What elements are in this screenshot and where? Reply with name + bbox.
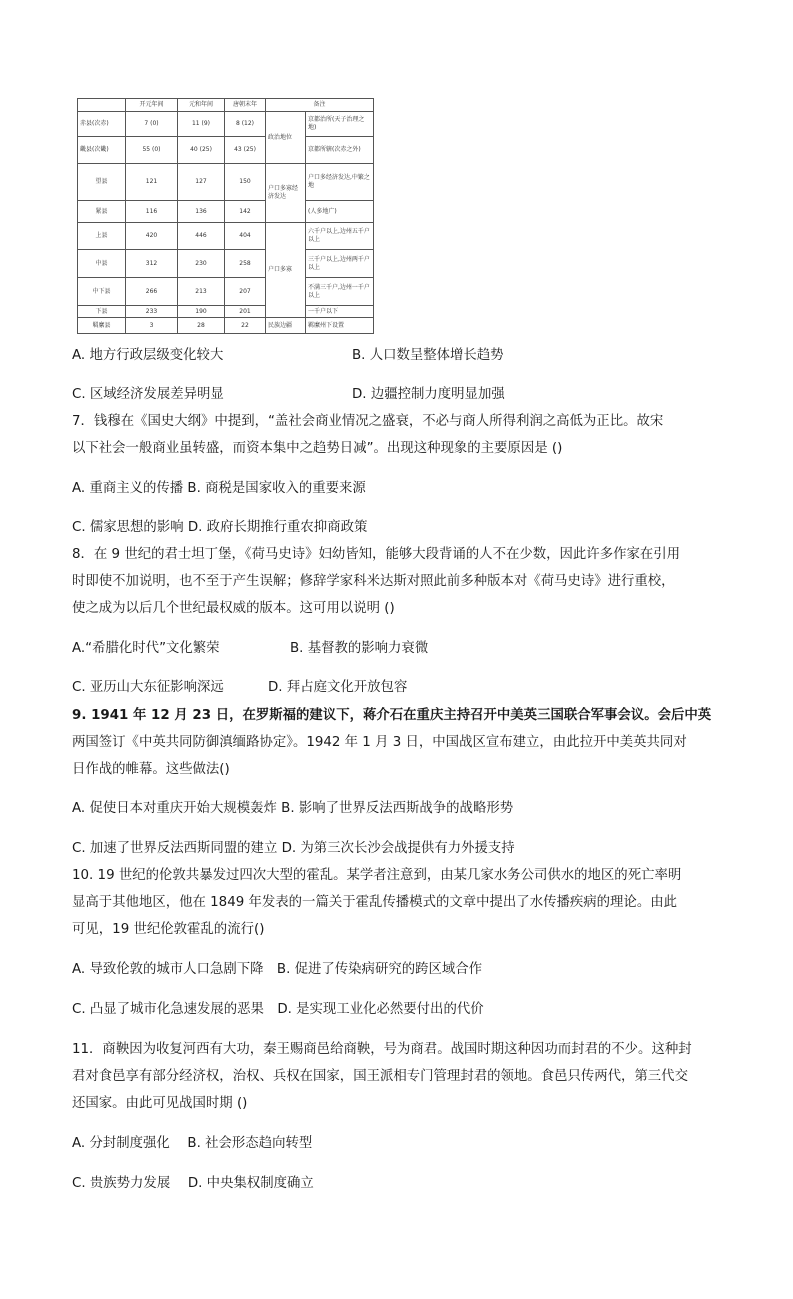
table-cell: 户口多寡经济发达 xyxy=(266,164,306,223)
table-cell: 望县 xyxy=(78,164,126,201)
q9-options-cd: C. 加速了世界反法西斯同盟的建立 D. 为第三次长沙会战提供有力外援支持 xyxy=(72,841,515,856)
table-cell: 201 xyxy=(225,306,266,318)
table-cell: 121 xyxy=(126,164,178,201)
table-cell: 11 (9) xyxy=(178,112,225,137)
table-header-cell: 开元年间 xyxy=(126,99,178,112)
table-cell: 畿县(次畿) xyxy=(78,137,126,164)
table-row xyxy=(78,223,374,250)
table-cell: 民族边疆 xyxy=(266,318,306,334)
table-cell: 羁縻州下设置 xyxy=(306,318,374,334)
q10-options-cd: C. 凸显了城市化急速发展的恶果 D. 是实现工业化必然要付出的代价 xyxy=(72,1002,484,1017)
q8-option-d: D. 拜占庭文化开放包容 xyxy=(268,680,408,695)
table-cell: 207 xyxy=(225,278,266,306)
q7-stem-line: 7．钱穆在《国史大纲》中提到，“盖社会商业情况之盛衰，不必与商人所得利润之高低为正比。故宋 xyxy=(72,414,664,429)
table-cell: 京都治所(天子治理之地) xyxy=(306,112,374,137)
county-data-table xyxy=(77,98,374,334)
q10-options-ab: A. 导致伦敦的城市人口急剧下降 B. 促进了传染病研究的跨区域合作 xyxy=(72,962,483,977)
table-cell: 136 xyxy=(178,201,225,223)
q11-options-ab: A. 分封制度强化 B. 社会形态趋向转型 xyxy=(72,1136,313,1151)
q6-option-a: A. 地方行政层级变化较大 xyxy=(72,348,224,363)
q6-option-d: D. 边疆控制力度明显加强 xyxy=(352,387,505,402)
table-cell: 政治地位 xyxy=(266,112,306,164)
table-cell: 不满三千户,边州一千户以上 xyxy=(306,278,374,306)
q6-option-c: C. 区域经济发展差异明显 xyxy=(72,387,224,402)
q8-option-a: A.“希腊化时代”文化繁荣 xyxy=(72,641,220,656)
q10-stem-line: 可见，19 世纪伦敦霍乱的流行() xyxy=(72,922,265,937)
table-cell: 312 xyxy=(126,250,178,278)
q9-stem-line: 日作战的帷幕。这些做法() xyxy=(72,762,230,777)
table-header-cell: 唐朝末年 xyxy=(225,99,266,112)
table-cell: 紧县 xyxy=(78,201,126,223)
table-row xyxy=(78,112,374,137)
q8-option-c: C. 亚历山大东征影响深远 xyxy=(72,680,224,695)
table-cell: 下县 xyxy=(78,306,126,318)
table-cell: 404 xyxy=(225,223,266,250)
table-cell: 一千户以下 xyxy=(306,306,374,318)
table-cell: 258 xyxy=(225,250,266,278)
table-cell: 京都所辖(次赤之外) xyxy=(306,137,374,164)
table-cell: 446 xyxy=(178,223,225,250)
q11-stem-line: 君对食邑享有部分经济权，治权、兵权在国家，国王派相专门管理封君的领地。食邑只传两代，第三代交 xyxy=(72,1069,688,1084)
table-cell: 22 xyxy=(225,318,266,334)
table-cell: 赤县(次赤) xyxy=(78,112,126,137)
q10-stem-line: 10. 19 世纪的伦敦共暴发过四次大型的霍乱。某学者注意到，由某几家水务公司供水的地区的死亡率明 xyxy=(72,868,682,883)
table-cell: 43 (25) xyxy=(225,137,266,164)
table-cell: 8 (12) xyxy=(225,112,266,137)
table-cell: 190 xyxy=(178,306,225,318)
table-cell: 7 (0) xyxy=(126,112,178,137)
table-cell: 户口多寡 xyxy=(266,223,306,318)
table-cell: 户口多经济发达,中繁之地 xyxy=(306,164,374,201)
q10-stem-line: 显高于其他地区，他在 1849 年发表的一篇关于霍乱传播模式的文章中提出了水传播疾病的理论。由此 xyxy=(72,895,677,910)
q11-stem-line: 11．商鞅因为收复河西有大功，秦王赐商邑给商鞅，号为商君。战国时期这种因功而封君的不少。这种封 xyxy=(72,1042,692,1057)
table-cell: 六千户以上,边州五千户以上 xyxy=(306,223,374,250)
table-cell: 中下县 xyxy=(78,278,126,306)
table-cell: 28 xyxy=(178,318,225,334)
q8-stem-line: 8．在 9 世纪的君士坦丁堡，《荷马史诗》妇幼皆知，能够大段背诵的人不在少数，因此许多作家在引用 xyxy=(72,547,681,562)
table-cell: 213 xyxy=(178,278,225,306)
table-cell: 40 (25) xyxy=(178,137,225,164)
table-cell: 233 xyxy=(126,306,178,318)
table-header-cell: 备注 xyxy=(266,99,374,112)
table-row xyxy=(78,137,374,164)
table-cell: 150 xyxy=(225,164,266,201)
q8-option-b: B. 基督教的影响力衰微 xyxy=(290,641,429,656)
table-cell: 420 xyxy=(126,223,178,250)
q7-options-ab: A. 重商主义的传播 B. 商税是国家收入的重要来源 xyxy=(72,481,366,496)
q11-options-cd: C. 贵族势力发展 D. 中央集权制度确立 xyxy=(72,1176,314,1191)
table-header-row xyxy=(78,99,374,112)
table-row xyxy=(78,278,374,306)
table-row xyxy=(78,306,374,318)
table-header-cell xyxy=(78,99,126,112)
table-cell: 羁縻县 xyxy=(78,318,126,334)
q9-options-ab: A. 促使日本对重庆开始大规模轰炸 B. 影响了世界反法西斯战争的战略形势 xyxy=(72,801,514,816)
table-cell: 三千户以上,边州两千户以上 xyxy=(306,250,374,278)
q7-stem-line: 以下社会一般商业虽转盛，而资本集中之趋势日减”。出现这种现象的主要原因是 () xyxy=(72,441,563,456)
q11-stem-line: 还国家。由此可见战国时期 () xyxy=(72,1096,248,1111)
table-row xyxy=(78,164,374,201)
q9-stem-line: 9. 1941 年 12 月 23 日，在罗斯福的建议下，蒋介石在重庆主持召开中美英三国联合军事会议。会后中英 xyxy=(72,708,712,723)
q6-option-b: B. 人口数呈整体增长趋势 xyxy=(352,348,504,363)
q7-options-cd: C. 儒家思想的影响 D. 政府长期推行重农抑商政策 xyxy=(72,520,368,535)
q9-stem-line: 两国签订《中英共同防御滇缅路协定》。1942 年 1 月 3 日，中国战区宣布建立，由此拉开中美英共同对 xyxy=(72,735,687,750)
table-cell: 266 xyxy=(126,278,178,306)
table-row xyxy=(78,318,374,334)
table-row xyxy=(78,201,374,223)
table-row xyxy=(78,250,374,278)
table-cell: 上县 xyxy=(78,223,126,250)
table-cell: (人多地广) xyxy=(306,201,374,223)
table-cell: 中县 xyxy=(78,250,126,278)
q8-stem-line: 使之成为以后几个世纪最权威的版本。这可用以说明 () xyxy=(72,601,395,616)
table-cell: 127 xyxy=(178,164,225,201)
table-cell: 3 xyxy=(126,318,178,334)
table-header-cell: 元和年间 xyxy=(178,99,225,112)
q8-stem-line: 时即使不加说明，也不至于产生误解；修辞学家科米达斯对照此前多种版本对《荷马史诗》进行重校， xyxy=(72,574,675,589)
table-cell: 55 (0) xyxy=(126,137,178,164)
table-cell: 116 xyxy=(126,201,178,223)
table-cell: 142 xyxy=(225,201,266,223)
table-cell: 230 xyxy=(178,250,225,278)
